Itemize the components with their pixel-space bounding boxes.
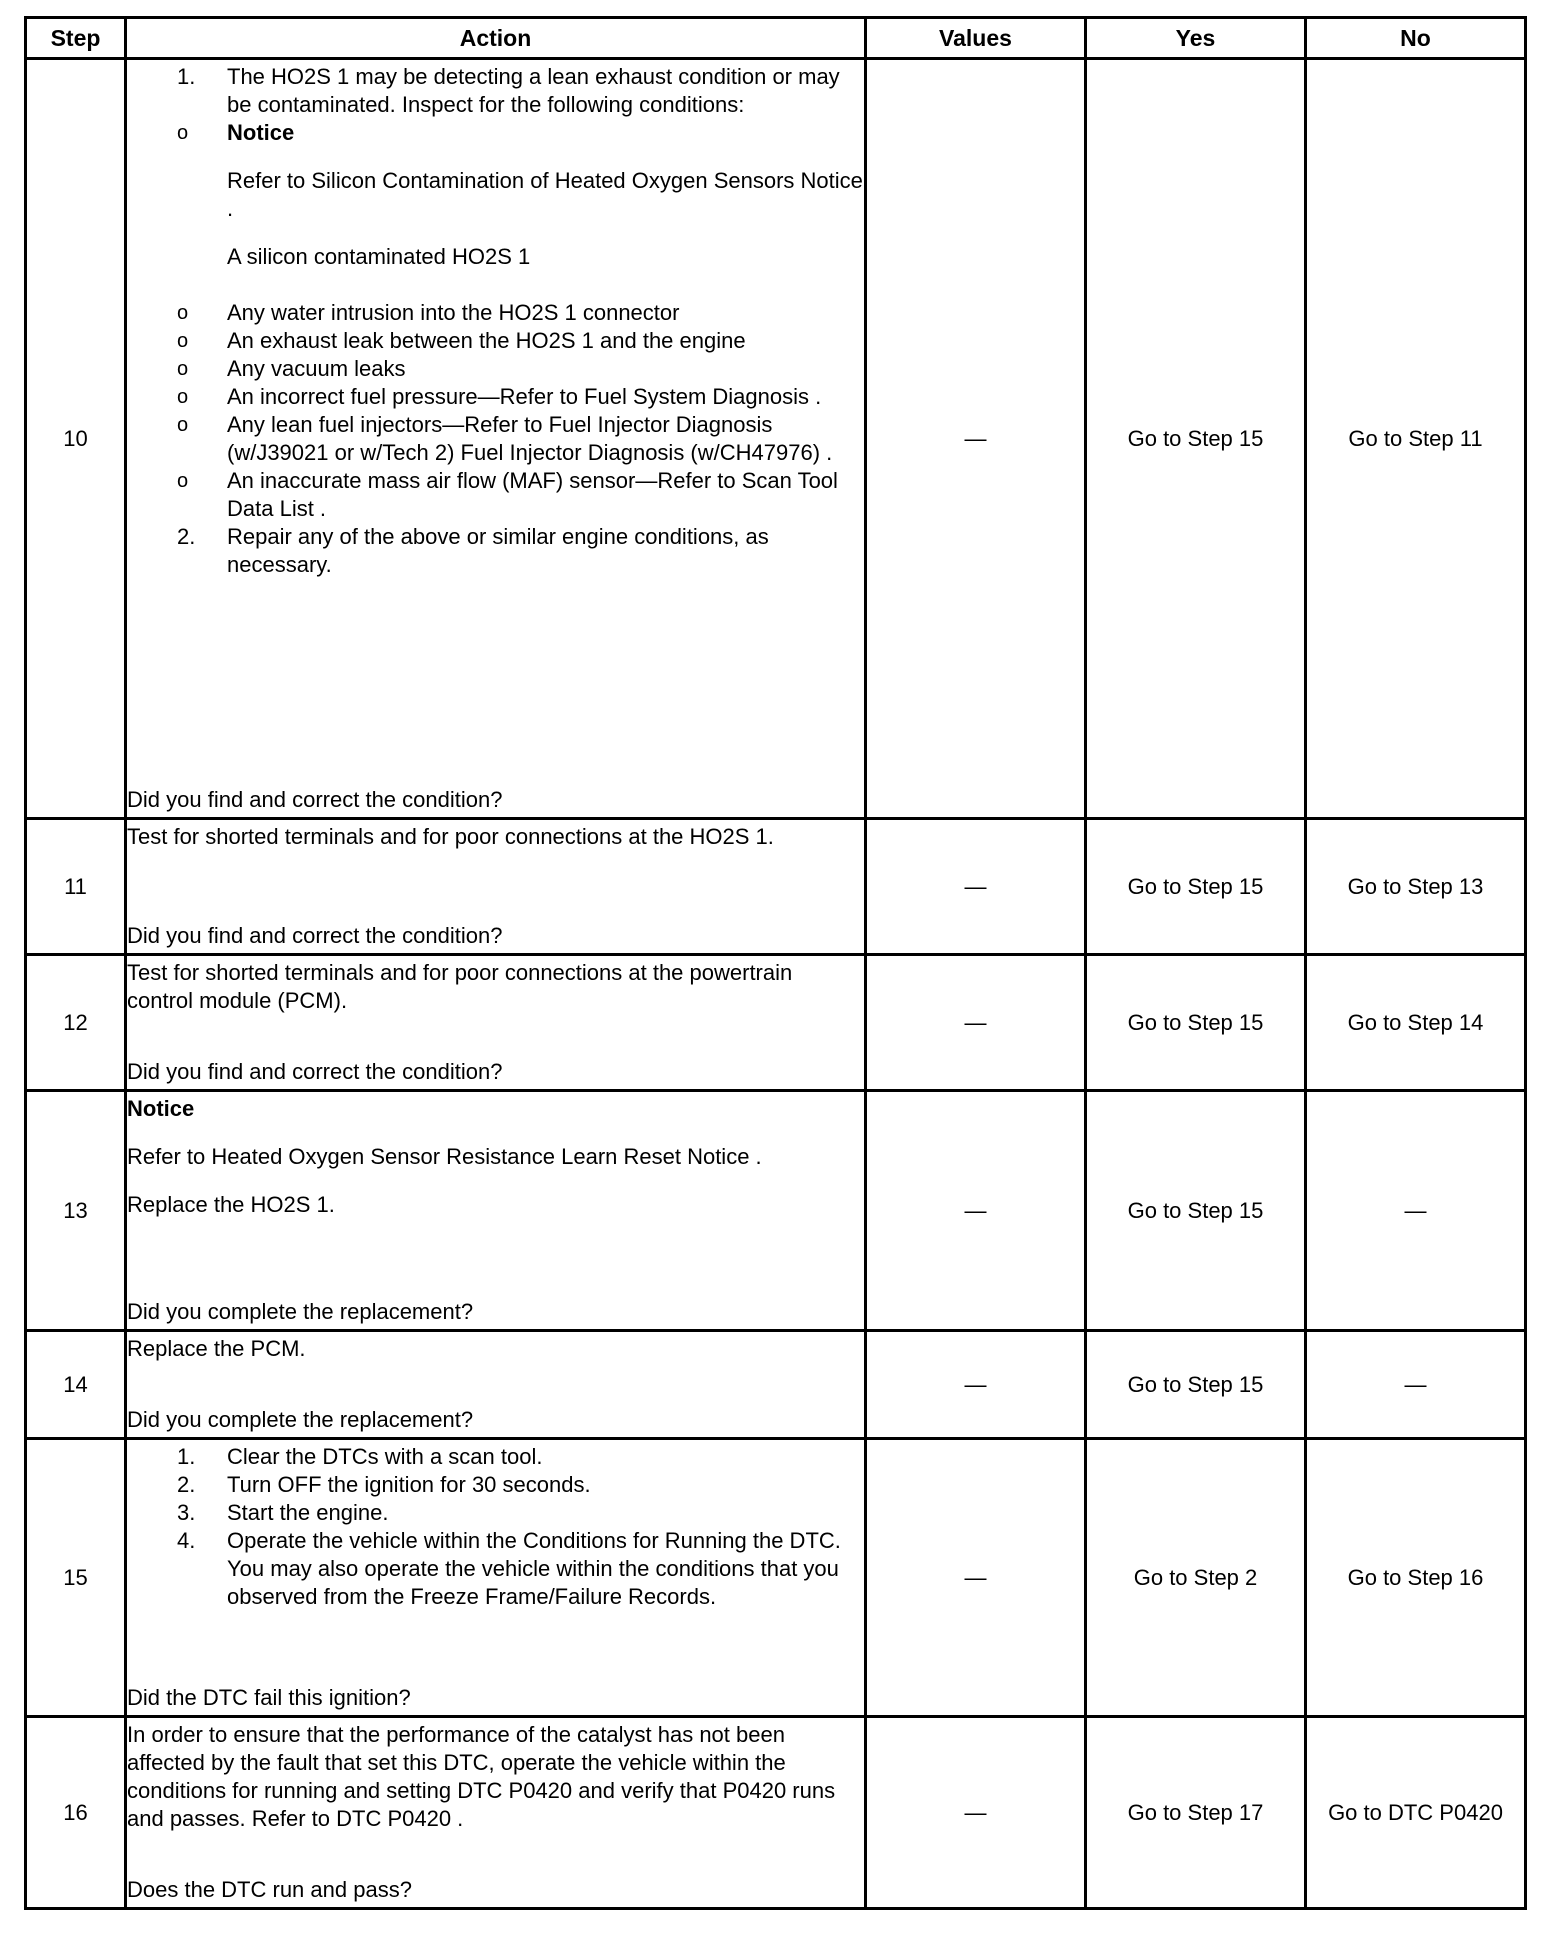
action-text: Test for shorted terminals and for poor connections at the HO2S 1. xyxy=(127,824,774,849)
item-text: Turn OFF the ignition for 30 seconds. xyxy=(227,1472,591,1497)
values-cell: — xyxy=(866,955,1086,1091)
item-number: 4. xyxy=(177,1528,196,1553)
item-number: 1. xyxy=(177,1444,196,1469)
action-cell xyxy=(126,1091,866,1331)
notice-text: Refer to Heated Oxygen Sensor Resistance Learn Reset Notice . xyxy=(127,1144,762,1169)
item-number: 2. xyxy=(177,524,196,549)
yes-link[interactable]: Go to Step 2 xyxy=(1086,1439,1306,1717)
step-number: 11 xyxy=(26,819,126,955)
step-number: 16 xyxy=(26,1717,126,1909)
condition-text: Any vacuum leaks xyxy=(227,356,406,381)
list-item xyxy=(127,119,864,299)
no-link[interactable]: Go to Step 13 xyxy=(1306,819,1526,955)
list-item xyxy=(127,1471,864,1499)
table-row-step-11 xyxy=(26,819,1526,955)
values-cell: — xyxy=(866,1091,1086,1331)
list-item xyxy=(127,523,864,579)
list-item xyxy=(127,299,864,327)
header-no: No xyxy=(1306,18,1526,59)
condition-text: Any water intrusion into the HO2S 1 connector xyxy=(227,300,680,325)
item-text: Start the engine. xyxy=(227,1500,389,1525)
bullet-icon: o xyxy=(177,414,189,436)
yes-link[interactable]: Go to Step 15 xyxy=(1086,1331,1306,1439)
yes-link[interactable]: Go to Step 17 xyxy=(1086,1717,1306,1909)
list-item xyxy=(127,327,864,355)
values-cell: — xyxy=(866,1717,1086,1909)
yes-link[interactable]: Go to Step 15 xyxy=(1086,819,1306,955)
action-cell xyxy=(126,1331,866,1439)
table-row-step-16 xyxy=(26,1717,1526,1909)
table-row-step-12 xyxy=(26,955,1526,1091)
header-values: Values xyxy=(866,18,1086,59)
item-number: 3. xyxy=(177,1500,196,1525)
question-text: Did you find and correct the condition? xyxy=(127,923,503,948)
step-number: 14 xyxy=(26,1331,126,1439)
item-number: 2. xyxy=(177,1472,196,1497)
notice-title: Notice xyxy=(127,1096,195,1121)
question-text: Does the DTC run and pass? xyxy=(127,1877,412,1902)
question-text: Did you complete the replacement? xyxy=(127,1407,474,1432)
list-item xyxy=(127,1443,864,1471)
action-text: Replace the HO2S 1. xyxy=(127,1192,335,1217)
action-cell xyxy=(126,1439,866,1717)
notice-text: Refer to Silicon Contamination of Heated Oxygen Sensors Notice . xyxy=(227,168,863,221)
no-value: — xyxy=(1306,1331,1526,1439)
conditions-list xyxy=(127,119,864,523)
header-yes: Yes xyxy=(1086,18,1306,59)
action-text: Replace the PCM. xyxy=(127,1336,306,1361)
values-cell: — xyxy=(866,59,1086,819)
header-action: Action xyxy=(126,18,866,59)
step-number: 10 xyxy=(26,59,126,819)
notice-extra-text: A silicon contaminated HO2S 1 xyxy=(227,244,531,269)
diagnostic-table xyxy=(24,16,1527,1910)
condition-text: An exhaust leak between the HO2S 1 and the engine xyxy=(227,328,746,353)
list-item xyxy=(127,63,864,523)
action-text: In order to ensure that the performance of the catalyst has not been affected by the fault that set this DTC, operate the vehicle within the conditions for running and setting DTC P0420 and verify that P0420 runs and passes. Refer to DTC P0420 . xyxy=(127,1722,836,1831)
table-row-step-14 xyxy=(26,1331,1526,1439)
no-link[interactable]: Go to DTC P0420 xyxy=(1306,1717,1526,1909)
bullet-icon: o xyxy=(177,330,189,352)
values-cell: — xyxy=(866,819,1086,955)
list-item xyxy=(127,1527,864,1611)
question-text: Did you find and correct the condition? xyxy=(127,787,503,812)
step-number: 15 xyxy=(26,1439,126,1717)
item-number: 1. xyxy=(177,64,196,89)
table-row-step-15 xyxy=(26,1439,1526,1717)
action-cell xyxy=(126,955,866,1091)
bullet-icon: o xyxy=(177,122,189,144)
bullet-icon: o xyxy=(177,302,189,324)
diagnostic-document xyxy=(24,16,1524,1910)
yes-link[interactable]: Go to Step 15 xyxy=(1086,955,1306,1091)
question-text: Did you complete the replacement? xyxy=(127,1299,474,1324)
item-text: Repair any of the above or similar engine conditions, as necessary. xyxy=(227,524,769,577)
condition-text: An inaccurate mass air flow (MAF) sensor—Refer to Scan Tool Data List . xyxy=(227,468,838,521)
values-cell: — xyxy=(866,1439,1086,1717)
no-value: — xyxy=(1306,1091,1526,1331)
bullet-icon: o xyxy=(177,386,189,408)
list-item xyxy=(127,383,864,411)
action-steps-list xyxy=(127,1443,864,1611)
action-cell xyxy=(126,59,866,819)
bullet-icon: o xyxy=(177,358,189,380)
condition-text: An incorrect fuel pressure—Refer to Fuel System Diagnosis . xyxy=(227,384,822,409)
notice-title: Notice xyxy=(227,120,295,145)
list-item xyxy=(127,355,864,383)
action-text: Test for shorted terminals and for poor connections at the powertrain control module (PCM). xyxy=(127,960,793,1013)
no-link[interactable]: Go to Step 11 xyxy=(1306,59,1526,819)
list-item xyxy=(127,1499,864,1527)
item-text: Operate the vehicle within the Conditions for Running the DTC. You may also operate the vehicle within the conditions that you observed from the Freeze Frame/Failure Records. xyxy=(227,1528,841,1609)
question-text: Did the DTC fail this ignition? xyxy=(127,1685,411,1710)
action-cell xyxy=(126,819,866,955)
step-number: 12 xyxy=(26,955,126,1091)
table-row-step-13 xyxy=(26,1091,1526,1331)
item-text: The HO2S 1 may be detecting a lean exhaust condition or may be contaminated. Inspect for the following conditions: xyxy=(227,64,840,117)
list-item xyxy=(127,467,864,523)
yes-link[interactable]: Go to Step 15 xyxy=(1086,59,1306,819)
action-cell xyxy=(126,1717,866,1909)
values-cell: — xyxy=(866,1331,1086,1439)
table-row-step-10 xyxy=(26,59,1526,819)
list-item xyxy=(127,411,864,467)
action-steps-list xyxy=(127,63,864,579)
bullet-icon: o xyxy=(177,470,189,492)
no-link[interactable]: Go to Step 14 xyxy=(1306,955,1526,1091)
yes-link[interactable]: Go to Step 15 xyxy=(1086,1091,1306,1331)
header-row xyxy=(26,18,1526,59)
condition-text: Any lean fuel injectors—Refer to Fuel Injector Diagnosis (w/J39021 or w/Tech 2) Fuel Injector Diagnosis (w/CH47976) . xyxy=(227,412,833,465)
header-step: Step xyxy=(26,18,126,59)
question-text: Did you find and correct the condition? xyxy=(127,1059,503,1084)
step-number: 13 xyxy=(26,1091,126,1331)
item-text: Clear the DTCs with a scan tool. xyxy=(227,1444,543,1469)
no-link[interactable]: Go to Step 16 xyxy=(1306,1439,1526,1717)
